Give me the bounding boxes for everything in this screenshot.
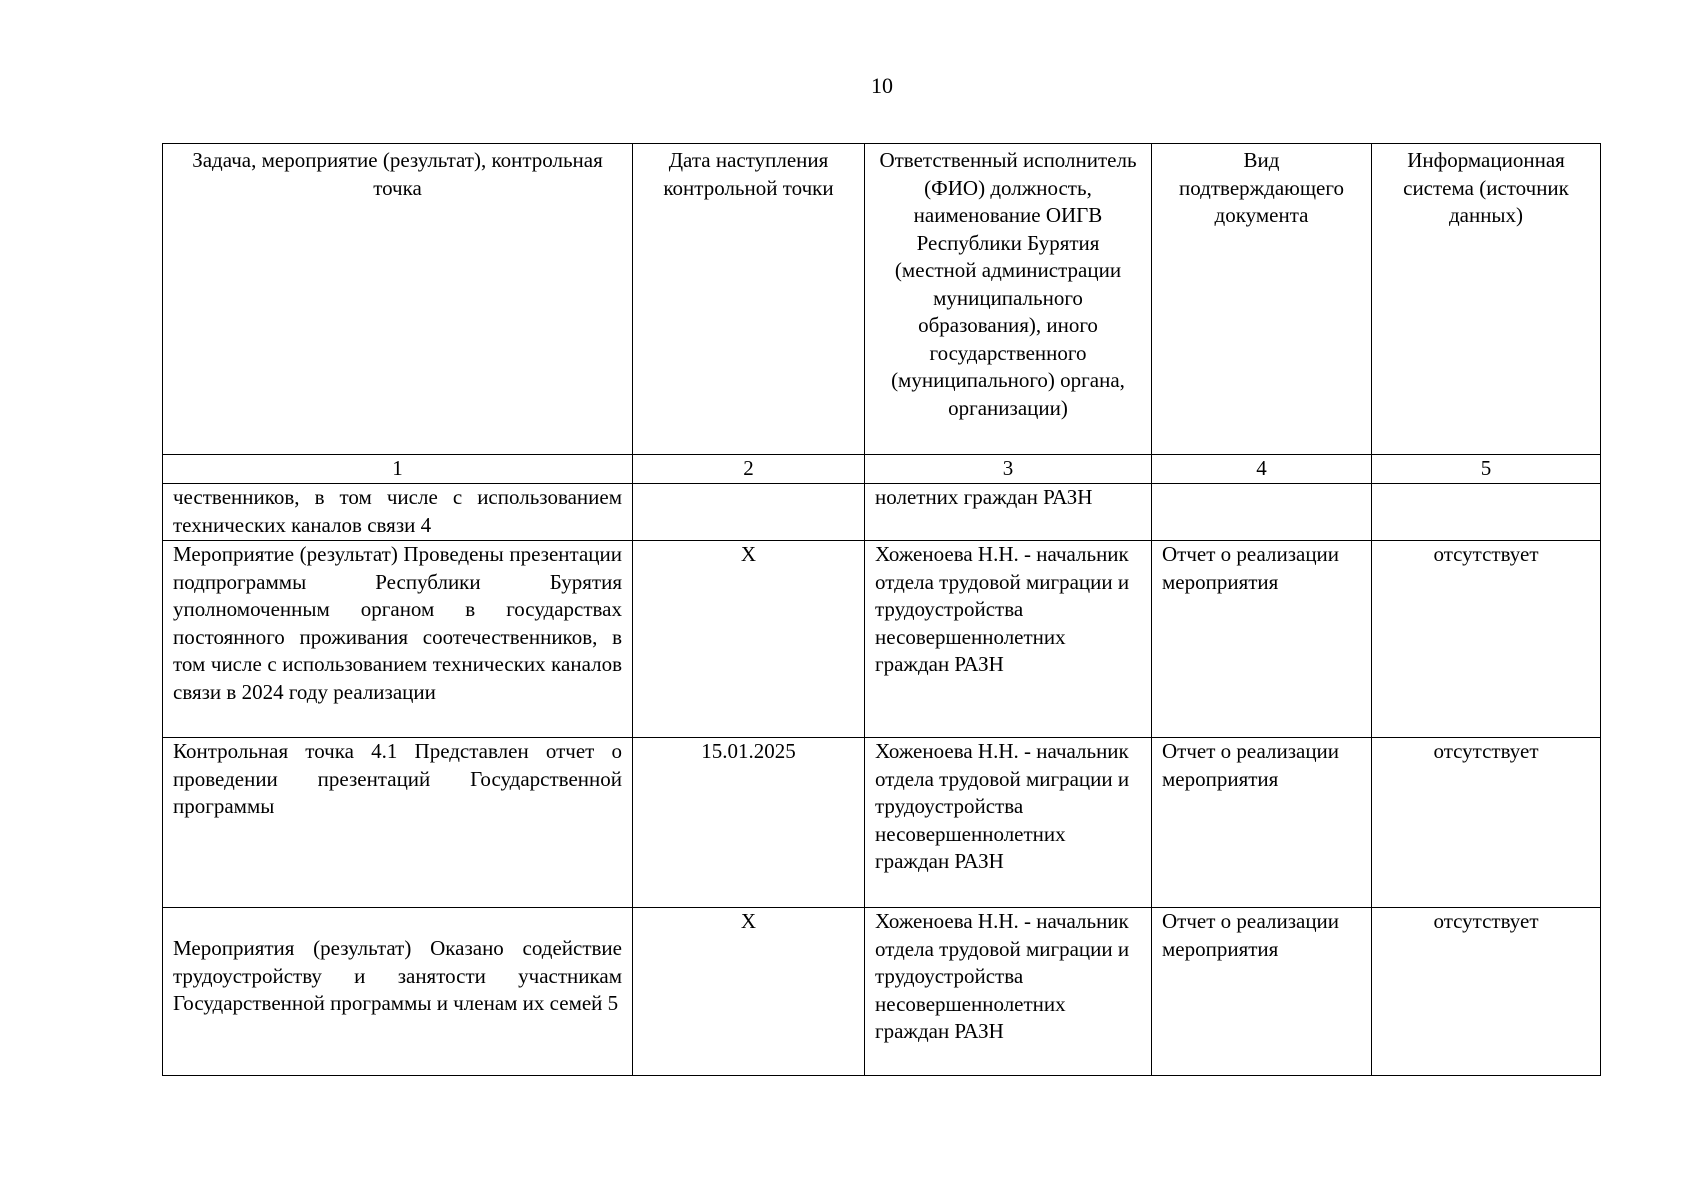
document-cell: Отчет о реализации мероприятия xyxy=(1152,738,1372,908)
task-cell: Мероприятие (результат) Проведены презентации подпрограммы Республики Бурятия уполномоченным органом в государствах постоянного проживания соотечественников, в том числе с использованием технических каналов связи в 2024 году реализации xyxy=(163,541,633,738)
page-number: 10 xyxy=(871,73,893,98)
system-cell: отсутствует xyxy=(1372,908,1601,1076)
system-cell: отсутствует xyxy=(1372,541,1601,738)
responsible-cell: Хоженоева Н.Н. - начальник отдела трудовой миграции и трудоустройства несовершеннолетних граждан РАЗН xyxy=(865,541,1152,738)
column-number: 1 xyxy=(163,455,633,484)
task-cell xyxy=(163,908,633,1076)
date-cell: Х xyxy=(633,541,865,738)
task-text: Мероприятия (результат) Оказано содействие трудоустройству и занятости участникам Государственной программы и членам их семей 5 xyxy=(173,936,622,1015)
responsible-cell: Хоженоева Н.Н. - начальник отдела трудовой миграции и трудоустройства несовершеннолетних граждан РАЗН xyxy=(865,908,1152,1076)
header-task: Задача, мероприятие (результат), контрольная точка xyxy=(163,144,633,455)
system-cell xyxy=(1372,484,1601,541)
responsible-cell: Хоженоева Н.Н. - начальник отдела трудовой миграции и трудоустройства несовершеннолетних граждан РАЗН xyxy=(865,738,1152,908)
header-document: Вид подтверждающего документа xyxy=(1152,144,1372,455)
header-responsible: Ответственный исполнитель (ФИО) должность, наименование ОИГВ Республики Бурятия (местной администрации муниципального образования), иного государственного (муниципального) органа, организации) xyxy=(865,144,1152,455)
column-number: 3 xyxy=(865,455,1152,484)
document-cell: Отчет о реализации мероприятия xyxy=(1152,541,1372,738)
header-date: Дата наступления контрольной точки xyxy=(633,144,865,455)
column-number: 4 xyxy=(1152,455,1372,484)
column-number-row xyxy=(163,455,1601,484)
date-cell: 15.01.2025 xyxy=(633,738,865,908)
control-points-table xyxy=(162,143,1601,1076)
table-row xyxy=(163,541,1601,738)
column-number: 5 xyxy=(1372,455,1601,484)
task-cell: Контрольная точка 4.1 Представлен отчет о проведении презентаций Государственной программы xyxy=(163,738,633,908)
date-cell: Х xyxy=(633,908,865,1076)
column-number: 2 xyxy=(633,455,865,484)
task-cell: чественников, в том числе с использованием технических каналов связи 4 xyxy=(163,484,633,541)
table-header-row xyxy=(163,144,1601,455)
header-system: Информационная система (источник данных) xyxy=(1372,144,1601,455)
date-cell xyxy=(633,484,865,541)
responsible-cell: нолетних граждан РАЗН xyxy=(865,484,1152,541)
system-cell: отсутствует xyxy=(1372,738,1601,908)
table-row xyxy=(163,908,1601,1076)
document-cell xyxy=(1152,484,1372,541)
table-row xyxy=(163,484,1601,541)
document-cell: Отчет о реализации мероприятия xyxy=(1152,908,1372,1076)
table-row xyxy=(163,738,1601,908)
